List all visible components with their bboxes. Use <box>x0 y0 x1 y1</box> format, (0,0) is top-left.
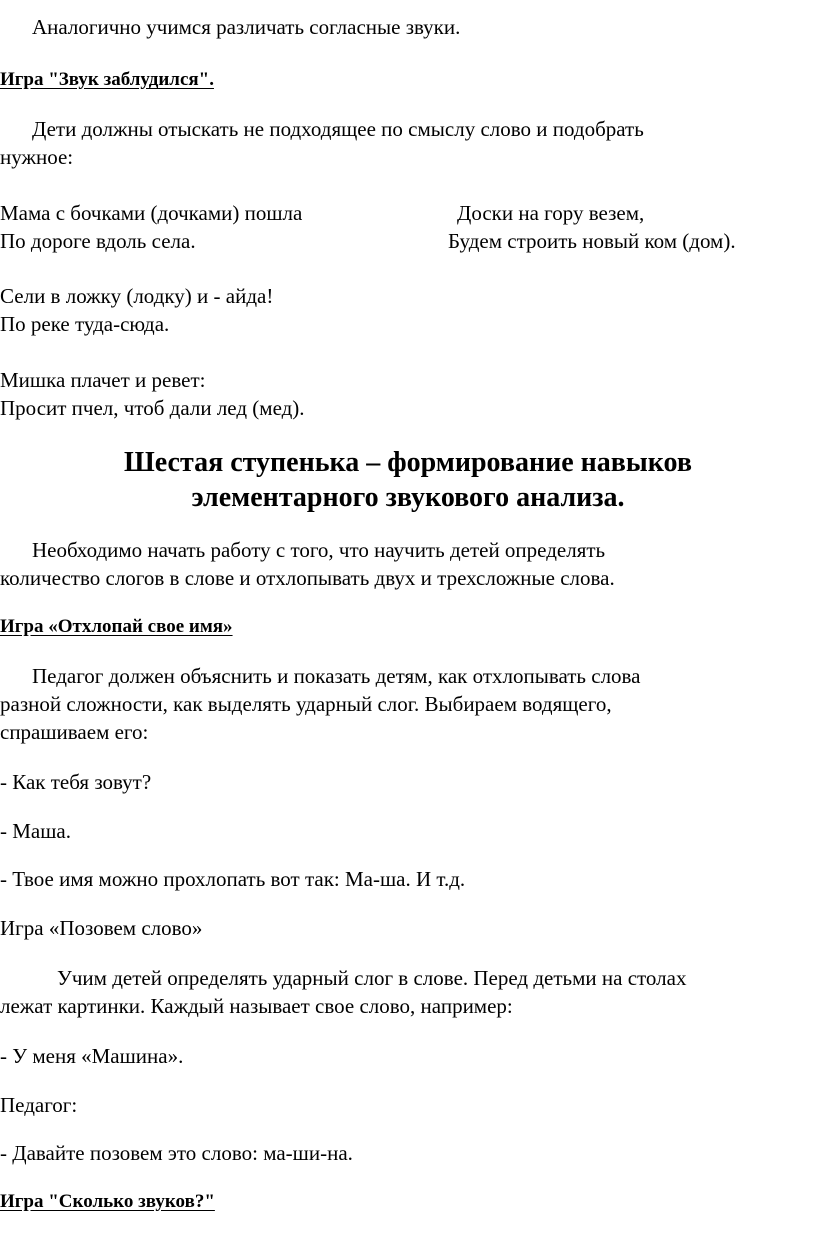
section-title-line: элементарного звукового анализа. <box>191 482 625 513</box>
game-clap-name-description-line: Педагог должен объяснить и показать детям, как отхлопывать слова <box>32 664 641 688</box>
dialog-line: - Давайте позовем это слово: ма-ши-на. <box>0 1141 353 1165</box>
section-intro-line: Необходимо начать работу с того, что научить детей определять <box>32 538 606 562</box>
poem-line: Мама с бочками (дочками) пошла <box>0 201 303 225</box>
game-clap-name-title: Игра «Отхлопай свое имя» <box>0 616 233 637</box>
game-call-word-description-line: Учим детей определять ударный слог в слове. Перед детьми на столах <box>57 966 687 990</box>
poem-line: По реке туда-сюда. <box>0 312 170 336</box>
game-lost-sound-title: Игра "Звук заблудился". <box>0 69 214 90</box>
poem-line: Будем строить новый ком (дом). <box>448 229 736 253</box>
dialog-line: - Твое имя можно прохлопать вот так: Ма-ша. И т.д. <box>0 867 466 891</box>
section-intro-line: количество слогов в слове и отхлопывать двух и трехсложные слова. <box>0 566 615 590</box>
game-clap-name-description-line: спрашиваем его: <box>0 720 149 744</box>
section-title-line: Шестая ступенька – формирование навыков <box>124 447 692 478</box>
dialog-line: - Как тебя зовут? <box>0 770 152 794</box>
poem-line: Доски на гору везем, <box>457 201 645 225</box>
poem-line: Просит пчел, чтоб дали лед (мед). <box>0 396 305 420</box>
dialog-line: Педагог: <box>0 1093 78 1117</box>
game-clap-name-description-line: разной сложности, как выделять ударный слог. Выбираем водящего, <box>0 692 612 716</box>
poem-line: Сели в ложку (лодку) и - айда! <box>0 284 274 308</box>
poem-line: По дороге вдоль села. <box>0 229 196 253</box>
game-call-word-description-line: лежат картинки. Каждый называет свое слово, например: <box>0 994 513 1018</box>
dialog-line: - У меня «Машина». <box>0 1044 184 1068</box>
game-lost-sound-description-line: Дети должны отыскать не подходящее по смыслу слово и подобрать <box>32 117 644 141</box>
game-call-word-title: Игра «Позовем слово» <box>0 916 203 940</box>
dialog-line: - Маша. <box>0 819 71 843</box>
poem-line: Мишка плачет и ревет: <box>0 368 206 392</box>
intro-line: Аналогично учимся различать согласные звуки. <box>32 15 461 39</box>
game-count-sounds-title: Игра "Сколько звуков?" <box>0 1191 215 1212</box>
game-lost-sound-description-line: нужное: <box>0 145 74 169</box>
